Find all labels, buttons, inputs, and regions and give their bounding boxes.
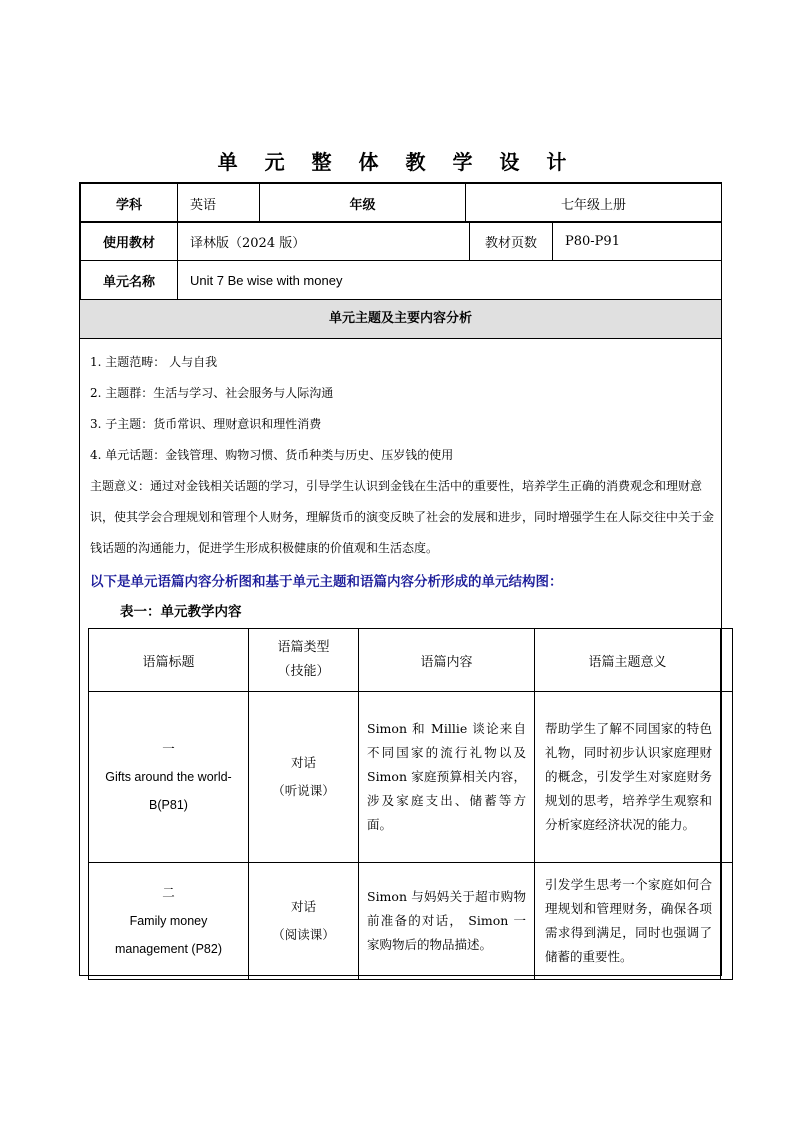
col-header-content: 语篇内容 xyxy=(359,629,535,692)
analysis-item: 4. 单元话题：金钱管理、购物习惯、货币种类与历史、压岁钱的使用 xyxy=(90,448,454,462)
unit-label: 单元名称 xyxy=(81,261,178,300)
table-header-row xyxy=(89,629,733,692)
info-row-1 xyxy=(80,183,722,223)
structure-heading: 以下是单元语篇内容分析图和基于单元主题和语篇内容分析形成的单元结构图： xyxy=(90,574,563,590)
analysis-item: 1. 主题范畴： 人与自我 xyxy=(90,355,218,369)
theme-meaning: 主题意义：通过对金钱相关话题的学习，引导学生认识到金钱在生活中的重要性，培养学生正确的消费观念和理财意识，使其学会合理规划和管理个人财务，理解货币的演变反映了社会的发展和进步，同时增强学生在人际交往中关于金钱话题的沟通能力，促进学生形成积极健康的价值观和生活态度。 xyxy=(90,479,715,555)
textbook-label: 使用教材 xyxy=(81,222,178,261)
grade-value: 七年级上册 xyxy=(466,184,722,223)
text-type-cell: 对话 （听说课） xyxy=(249,692,359,863)
unit-design-form xyxy=(79,182,722,976)
textbook-value: 译林版（2024 版） xyxy=(178,222,470,261)
text-meaning-cell: 帮助学生了解不同国家的特色礼物，同时初步认识家庭理财的概念，引发学生对家庭财务规划的思考，培养学生观察和分析家庭经济状况的能力。 xyxy=(535,692,721,863)
unit-value: Unit 7 Be wise with money xyxy=(178,261,722,300)
col-header-type: 语篇类型 （技能） xyxy=(249,629,359,692)
text-title-cell: 二 Family money management (P82) xyxy=(89,863,249,980)
page-title: 单 元 整 体 教 学 设 计 xyxy=(217,150,577,174)
analysis-item: 2. 主题群：生活与学习、社会服务与人际沟通 xyxy=(90,386,334,400)
text-content-cell: Simon 与妈妈关于超市购物前准备的对话， Simon 一家购物后的物品描述。 xyxy=(359,863,535,980)
subject-label: 学科 xyxy=(81,184,178,223)
subject-value: 英语 xyxy=(178,184,260,223)
text-type-cell: 对话 （阅读课） xyxy=(249,863,359,980)
table-row xyxy=(89,692,733,863)
col-header-meaning: 语篇主题意义 xyxy=(535,629,721,692)
teaching-content-table xyxy=(88,628,733,980)
text-title-cell: 一 Gifts around the world- B(P81) xyxy=(89,692,249,863)
text-content-cell: Simon 和 Millie 谈论来自不同国家的流行礼物以及 Simon 家庭预算相关内容，涉及家庭支出、储蓄等方面。 xyxy=(359,692,535,863)
section-heading: 单元主题及主要内容分析 xyxy=(80,300,721,339)
pages-value: P80-P91 xyxy=(553,222,722,261)
analysis-text xyxy=(90,347,715,564)
info-row-3 xyxy=(80,260,722,300)
info-row-2 xyxy=(80,221,722,261)
grade-label: 年级 xyxy=(260,184,466,223)
col-header-title: 语篇标题 xyxy=(89,629,249,692)
table-row xyxy=(89,863,733,980)
table-caption: 表一：单元教学内容 xyxy=(120,604,242,620)
analysis-item: 3. 子主题：货币常识、理财意识和理性消费 xyxy=(90,417,322,431)
pages-label: 教材页数 xyxy=(470,222,553,261)
text-meaning-cell: 引发学生思考一个家庭如何合理规划和管理财务，确保各项需求得到满足，同时也强调了储蓄的重要性。 xyxy=(535,863,721,980)
